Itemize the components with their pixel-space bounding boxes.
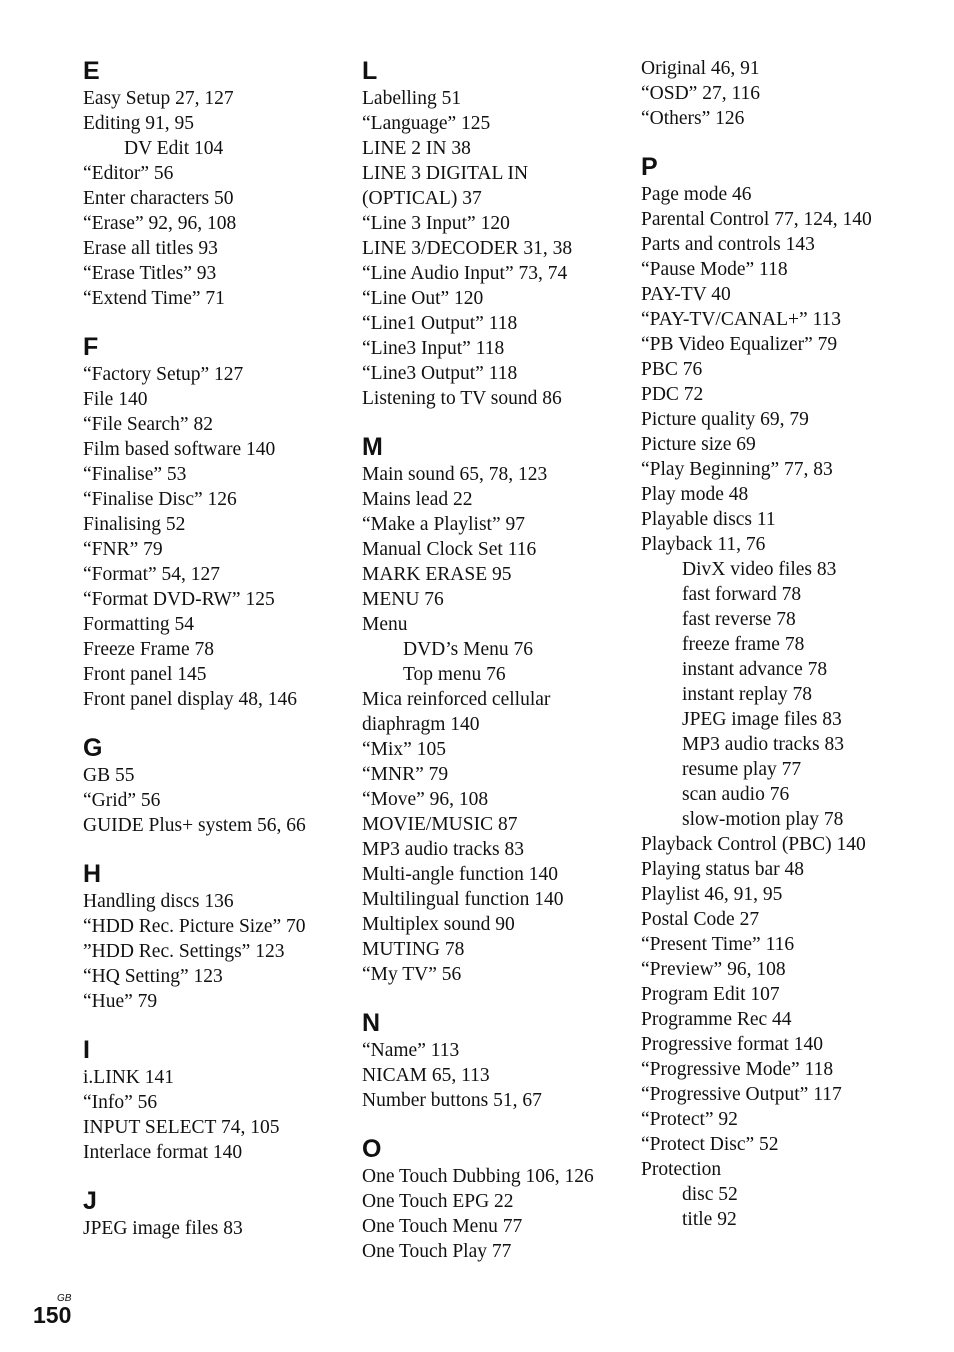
index-entry: “OSD” 27, 116: [641, 83, 760, 104]
index-entry: Playable discs 11: [641, 509, 776, 530]
index-section-f: [83, 332, 333, 712]
index-entry: Program Edit 107: [641, 984, 780, 1005]
index-entry: Parts and controls 143: [641, 234, 815, 255]
index-entry: Interlace format 140: [83, 1142, 243, 1163]
index-entry: Mica reinforced cellular: [362, 689, 551, 710]
index-entry: Easy Setup 27, 127: [83, 88, 234, 109]
index-subentry: resume play 77: [682, 759, 802, 780]
index-entry: (OPTICAL) 37: [362, 188, 482, 209]
index-entry: “Finalise” 53: [83, 464, 187, 485]
index-entry: “MNR” 79: [362, 764, 449, 785]
index-entry: LINE 3/DECODER 31, 38: [362, 238, 573, 259]
index-entry: “Protect Disc” 52: [641, 1134, 779, 1155]
index-entry: Front panel display 48, 146: [83, 689, 297, 710]
index-entry: Page mode 46: [641, 184, 752, 205]
index-entry: Programme Rec 44: [641, 1009, 792, 1030]
index-subentry: Top menu 76: [403, 664, 506, 685]
index-entry: One Touch Play 77: [362, 1241, 512, 1262]
index-entry: “Play Beginning” 77, 83: [641, 459, 833, 480]
index-entry: Enter characters 50: [83, 188, 234, 209]
index-entry: PDC 72: [641, 384, 704, 405]
index-entry: “Line Out” 120: [362, 288, 484, 309]
index-entry: Mains lead 22: [362, 489, 473, 510]
index-entry: “My TV” 56: [362, 964, 462, 985]
index-entry: “Info” 56: [83, 1092, 158, 1113]
index-subentry: DivX video files 83: [682, 559, 837, 580]
index-subentry: disc 52: [682, 1184, 738, 1205]
index-entry: MUTING 78: [362, 939, 465, 960]
index-entry: NICAM 65, 113: [362, 1065, 490, 1086]
index-entry: “Name” 113: [362, 1040, 460, 1061]
index-entry: Finalising 52: [83, 514, 186, 535]
index-entry: Picture size 69: [641, 434, 756, 455]
index-entry: Picture quality 69, 79: [641, 409, 809, 430]
index-entry: “Protect” 92: [641, 1109, 738, 1130]
index-entry: Playlist 46, 91, 95: [641, 884, 783, 905]
index-entry: MP3 audio tracks 83: [362, 839, 524, 860]
section-letter: I: [83, 1036, 90, 1064]
index-entry: MOVIE/MUSIC 87: [362, 814, 518, 835]
index-section-continued: [641, 56, 931, 131]
index-entry: “Extend Time” 71: [83, 288, 225, 309]
index-section-l: [362, 56, 627, 411]
index-section-h: [83, 859, 333, 1014]
index-entry: “Erase” 92, 96, 108: [83, 213, 237, 234]
index-entry: “Format DVD-RW” 125: [83, 589, 275, 610]
index-entry: LINE 2 IN 38: [362, 138, 471, 159]
index-entry: Front panel 145: [83, 664, 207, 685]
index-entry: MENU 76: [362, 589, 444, 610]
index-entry: “Make a Playlist” 97: [362, 514, 525, 535]
section-letter: O: [362, 1135, 382, 1163]
index-subentry: freeze frame 78: [682, 634, 805, 655]
index-subentry: DV Edit 104: [124, 138, 224, 159]
index-section-p: [641, 152, 931, 1232]
index-section-j: [83, 1186, 333, 1241]
index-entry: “Line3 Input” 118: [362, 338, 505, 359]
index-entry: Playback 11, 76: [641, 534, 766, 555]
index-entry: “Factory Setup” 127: [83, 364, 244, 385]
index-subentry: instant replay 78: [682, 684, 812, 705]
index-entry: “FNR” 79: [83, 539, 163, 560]
index-entry: Playback Control (PBC) 140: [641, 834, 866, 855]
index-entry: Postal Code 27: [641, 909, 760, 930]
index-entry: Multiplex sound 90: [362, 914, 515, 935]
index-subentry: slow-motion play 78: [682, 809, 844, 830]
section-letter: P: [641, 153, 658, 181]
index-entry: “Editor” 56: [83, 163, 174, 184]
index-entry: Freeze Frame 78: [83, 639, 215, 660]
index-entry: “Line 3 Input” 120: [362, 213, 510, 234]
index-entry: Multi-angle function 140: [362, 864, 559, 885]
index-subentry: MP3 audio tracks 83: [682, 734, 844, 755]
index-section-i: [83, 1035, 333, 1165]
index-entry: Multilingual function 140: [362, 889, 564, 910]
index-entry: Formatting 54: [83, 614, 195, 635]
index-entry: Original 46, 91: [641, 58, 760, 79]
index-subentry: scan audio 76: [682, 784, 790, 805]
index-entry: “Language” 125: [362, 113, 491, 134]
index-entry: “Present Time” 116: [641, 934, 795, 955]
index-section-g: [83, 733, 333, 838]
index-entry: i.LINK 141: [83, 1067, 174, 1088]
index-entry: Play mode 48: [641, 484, 749, 505]
index-entry: Progressive format 140: [641, 1034, 823, 1055]
index-entry: Manual Clock Set 116: [362, 539, 537, 560]
section-letter: H: [83, 860, 102, 888]
index-entry: MARK ERASE 95: [362, 564, 512, 585]
index-entry: One Touch Menu 77: [362, 1216, 523, 1237]
section-letter: F: [83, 333, 99, 361]
index-entry: Film based software 140: [83, 439, 276, 460]
index-entry: “HDD Rec. Picture Size” 70: [83, 916, 306, 937]
index-subentry: JPEG image files 83: [682, 709, 842, 730]
index-entry: Listening to TV sound 86: [362, 388, 562, 409]
index-entry: One Touch Dubbing 106, 126: [362, 1166, 594, 1187]
index-section-o: [362, 1134, 627, 1264]
index-entry: “Move” 96, 108: [362, 789, 489, 810]
index-entry: One Touch EPG 22: [362, 1191, 514, 1212]
index-column-3: [641, 56, 931, 1253]
index-entry: “Mix” 105: [362, 739, 446, 760]
index-entry: “Grid” 56: [83, 790, 161, 811]
index-entry: “Progressive Mode” 118: [641, 1059, 834, 1080]
index-entry: PAY-TV 40: [641, 284, 731, 305]
page-folio: [33, 1293, 72, 1328]
section-letter: G: [83, 734, 103, 762]
index-entry: Editing 91, 95: [83, 113, 195, 134]
index-entry: GB 55: [83, 765, 135, 786]
page-number: 150: [33, 1302, 72, 1328]
index-entry: Menu: [362, 614, 408, 635]
index-entry: “Others” 126: [641, 108, 745, 129]
section-letter: M: [362, 433, 383, 461]
index-entry: Labelling 51: [362, 88, 462, 109]
region-code: GB: [57, 1293, 72, 1304]
index-entry: “File Search” 82: [83, 414, 213, 435]
index-entry: PBC 76: [641, 359, 703, 380]
index-entry: diaphragm 140: [362, 714, 480, 735]
index-entry: JPEG image files 83: [83, 1218, 243, 1239]
index-entry: “Format” 54, 127: [83, 564, 221, 585]
index-column-1: [83, 56, 333, 1262]
index-entry: “Line1 Output” 118: [362, 313, 518, 334]
index-entry: “Erase Titles” 93: [83, 263, 217, 284]
index-entry: “Line Audio Input” 73, 74: [362, 263, 568, 284]
index-entry: “Finalise Disc” 126: [83, 489, 237, 510]
index-entry: “PB Video Equalizer” 79: [641, 334, 838, 355]
section-letter: L: [362, 57, 378, 85]
index-subentry: title 92: [682, 1209, 737, 1230]
index-entry: Playing status bar 48: [641, 859, 805, 880]
index-entry: Erase all titles 93: [83, 238, 218, 259]
index-entry: “Preview” 96, 108: [641, 959, 786, 980]
index-entry: GUIDE Plus+ system 56, 66: [83, 815, 306, 836]
section-letter: N: [362, 1009, 381, 1037]
index-entry: Protection: [641, 1159, 722, 1180]
index-entry: “PAY-TV/CANAL+” 113: [641, 309, 842, 330]
index-entry: File 140: [83, 389, 148, 410]
index-entry: “Pause Mode” 118: [641, 259, 788, 280]
index-subentry: instant advance 78: [682, 659, 828, 680]
index-subentry: fast forward 78: [682, 584, 802, 605]
section-letter: J: [83, 1187, 97, 1215]
index-column-2: [362, 56, 627, 1285]
index-subentry: DVD’s Menu 76: [403, 639, 533, 660]
index-section-n: [362, 1008, 627, 1113]
index-entry: ”HDD Rec. Settings” 123: [83, 941, 285, 962]
index-entry: “Line3 Output” 118: [362, 363, 518, 384]
index-section-m: [362, 432, 627, 987]
index-entry: Parental Control 77, 124, 140: [641, 209, 872, 230]
index-entry: INPUT SELECT 74, 105: [83, 1117, 280, 1138]
index-entry: Number buttons 51, 67: [362, 1090, 542, 1111]
index-section-e: [83, 56, 333, 311]
index-subentry: fast reverse 78: [682, 609, 796, 630]
index-entry: Handling discs 136: [83, 891, 234, 912]
index-entry: Main sound 65, 78, 123: [362, 464, 548, 485]
section-letter: E: [83, 57, 100, 85]
index-entry: “HQ Setting” 123: [83, 966, 223, 987]
index-entry: “Hue” 79: [83, 991, 158, 1012]
index-entry: “Progressive Output” 117: [641, 1084, 842, 1105]
index-entry: LINE 3 DIGITAL IN: [362, 163, 529, 184]
